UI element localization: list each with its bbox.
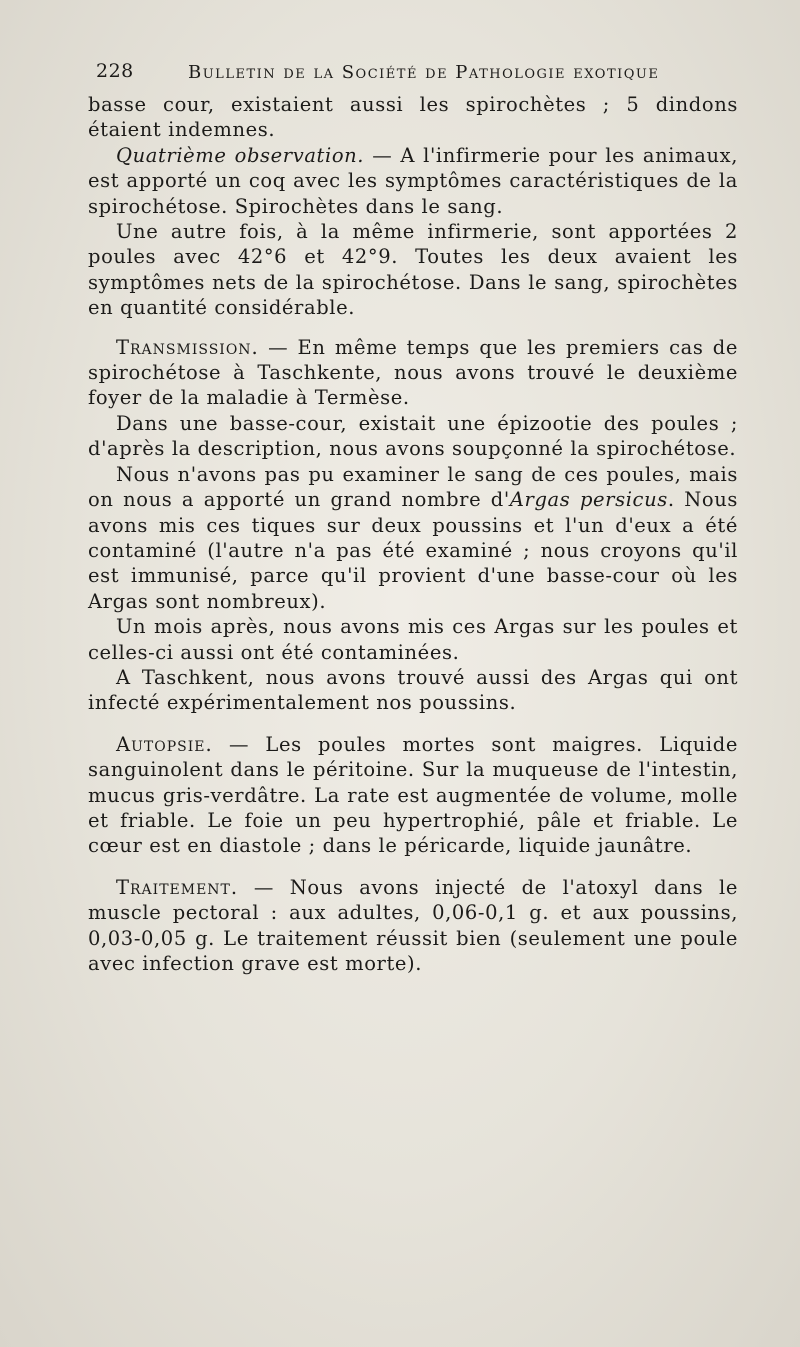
transmission-text: — En même temps que les premiers cas de spirochétose à Taschkente, nous avons trouvé le deuxième foyer de la maladie à Termèse. xyxy=(88,335,738,410)
paragraph-traitement xyxy=(88,875,738,977)
argas-species: Argas persicus xyxy=(509,488,668,512)
paragraph-basse-cour: Dans une basse-cour, existait une épizootie des poules ; d'après la description, nous avons soupçonné la spirochétose. xyxy=(88,411,738,461)
body-text xyxy=(88,92,738,976)
paragraph-argas xyxy=(88,462,738,614)
paragraph-mois-apres: Un mois après, nous avons mis ces Argas sur les poules et celles-ci aussi ont été contaminées. xyxy=(88,615,738,664)
paragraph-taschkent: A Taschkent, nous avons trouvé aussi des Argas qui ont infecté expérimentalement nos poussins. xyxy=(88,665,738,715)
journal-title: Bulletin de la Société de Pathologie exotique xyxy=(188,62,660,83)
transmission-heading: Transmission. xyxy=(116,335,259,359)
paragraph-continuation: basse cour, existaient aussi les spirochètes ; 5 dindons étaient indemnes. xyxy=(88,93,738,142)
autopsie-heading: Autopsie. xyxy=(116,732,213,756)
running-head xyxy=(88,56,738,92)
traitement-text: — Nous avons injecté de l'atoxyl dans le muscle pectoral : aux adultes, 0,06-0,1 g. et aux poussins, 0,03-0,05 g. Le traitement réussit bien (seulement une poule avec infection grave est morte). xyxy=(88,875,738,975)
paragraph-quatrieme-observation xyxy=(88,143,738,219)
traitement-heading: Traitement. xyxy=(116,875,239,899)
observation-text: — A l'infirmerie pour les animaux, est apporté un coq avec les symptômes caractéristiques de la spirochétose. Spirochètes dans le sang. xyxy=(88,143,739,218)
page xyxy=(88,56,738,976)
paragraph-transmission xyxy=(88,335,738,411)
argas-text-a: Nous n'avons pas pu examiner le sang de ces poules, mais on nous a apporté un grand nombre d' xyxy=(88,462,738,512)
paragraph-autre-fois: Une autre fois, à la même infirmerie, sont apportées 2 poules avec 42°6 et 42°9. Toutes les deux avaient les symptômes nets de la spirochétose. Dans le sang, spirochètes en quantité considérable. xyxy=(88,220,738,320)
paragraph-autopsie xyxy=(88,732,738,859)
autopsie-text: — Les poules mortes sont maigres. Liquide sanguinolent dans le péritoine. Sur la muqueuse de l'intestin, mucus gris-verdâtre. La rate est augmentée de volume, molle et friable. Le foie un peu hypertrophié, pâle et friable. Le cœur est en diastole ; dans le péricarde, liquide jaunâtre. xyxy=(88,732,738,858)
page-number: 228 xyxy=(96,60,134,82)
argas-text-b: . Nous avons mis ces tiques sur deux poussins et l'un d'eux a été contaminé (l'autre n'a pas été examiné ; nous croyons qu'il est immunisé, parce qu'il provient d'une basse-cour où les Argas sont nombreux). xyxy=(88,488,738,613)
observation-heading: Quatrième observation. xyxy=(116,143,365,167)
